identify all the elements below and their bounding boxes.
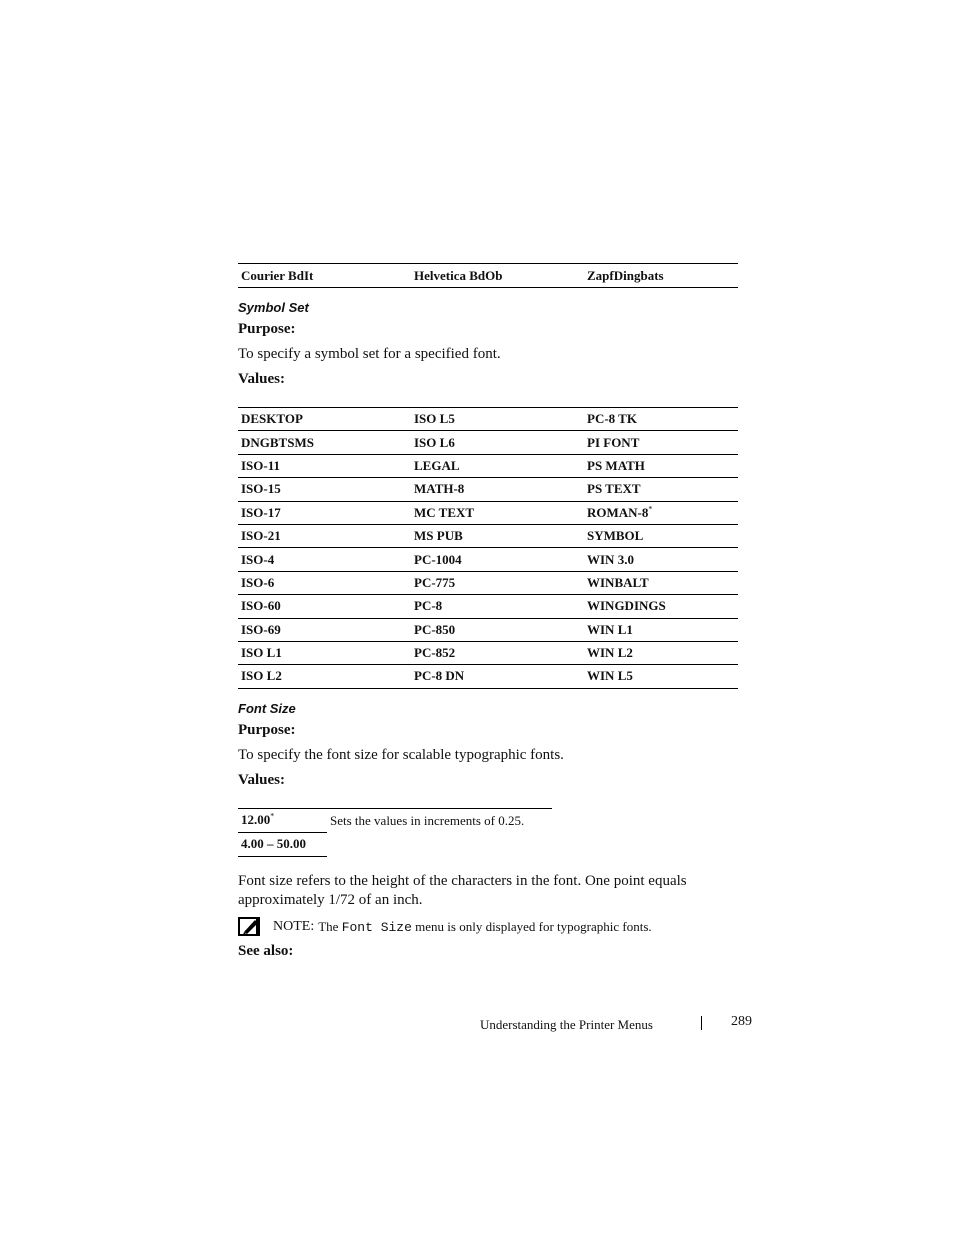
table-cell [411, 548, 584, 571]
cell-text: WIN L2 [587, 645, 633, 661]
cell-text: LEGAL [414, 457, 460, 473]
table-cell [584, 571, 738, 594]
cell-text: WIN L5 [587, 668, 633, 684]
table-row [238, 524, 738, 547]
table-cell [238, 431, 411, 454]
purpose-label: Purpose: [238, 721, 296, 738]
cell-text: ISO L1 [241, 645, 282, 661]
value-description: Sets the values in increments of 0.25. [327, 808, 552, 856]
table-cell [238, 548, 411, 571]
table-cell [238, 571, 411, 594]
cell-text: PC-8 [414, 598, 443, 614]
font-size-values-table [238, 808, 552, 857]
table-cell [584, 408, 738, 431]
note-pencil-icon [238, 917, 260, 936]
table-row [238, 408, 738, 431]
default-value-cell [238, 808, 327, 832]
note-block [238, 915, 738, 939]
cell-text: ISO-21 [241, 528, 281, 544]
table-cell [584, 618, 738, 641]
table-row [238, 454, 738, 477]
cell-text: PC-8 DN [414, 668, 465, 684]
table-cell: Courier BdIt [238, 264, 411, 288]
cell-text: MS PUB [414, 528, 463, 544]
section-heading-symbol-set: Symbol Set [238, 300, 309, 315]
values-label: Values: [238, 771, 285, 788]
default-marker: * [270, 811, 275, 821]
page-number: 289 [731, 1014, 752, 1029]
cell-text: WIN L1 [587, 621, 633, 637]
symbol-set-values-table [238, 407, 738, 689]
font-values-table-continued [238, 263, 738, 288]
table-cell [238, 641, 411, 664]
note-label: NOTE: [273, 918, 315, 934]
note-text-before: The [318, 918, 339, 934]
cell-text: ISO-60 [241, 598, 281, 614]
values-label: Values: [238, 371, 285, 387]
table-cell [411, 665, 584, 688]
table-cell: ZapfDingbats [584, 264, 738, 288]
table-cell [238, 665, 411, 688]
table-row [238, 501, 738, 524]
table-cell [411, 618, 584, 641]
table-row [238, 571, 738, 594]
table-row [238, 548, 738, 571]
cell-text: ISO-15 [241, 481, 281, 497]
table-row [238, 665, 738, 688]
cell-text: ISO-17 [241, 504, 281, 520]
table-cell [238, 408, 411, 431]
table-cell [411, 524, 584, 547]
table-cell [411, 501, 584, 524]
table-cell [584, 478, 738, 501]
table-cell [238, 454, 411, 477]
cell-text: ISO L6 [414, 434, 455, 450]
table-cell [238, 501, 411, 524]
cell-text: PC-8 TK [587, 411, 637, 427]
cell-text: ISO-69 [241, 621, 281, 637]
cell-text: WIN 3.0 [587, 551, 634, 567]
table-cell [411, 478, 584, 501]
cell-text: PS TEXT [587, 481, 641, 497]
table-cell [584, 524, 738, 547]
table-row [238, 618, 738, 641]
table-cell [411, 595, 584, 618]
purpose-label: Purpose: [238, 321, 296, 337]
cell-text: PS MATH [587, 457, 645, 473]
cell-text: ISO-11 [241, 457, 281, 473]
cell-text: ISO L2 [241, 668, 282, 684]
cell-text: ISO L5 [414, 411, 455, 427]
table-row [238, 641, 738, 664]
cell-text: WINBALT [587, 574, 649, 590]
footer-chapter-title: Understanding the Printer Menus [480, 1017, 653, 1032]
table-cell [584, 431, 738, 454]
table-cell [584, 501, 738, 524]
cell-text: DESKTOP [241, 411, 303, 427]
table-cell [411, 408, 584, 431]
table-cell [238, 524, 411, 547]
cell-text: DNGBTSMS [241, 434, 314, 450]
cell-text: PC-852 [414, 645, 456, 661]
footer-separator [701, 1016, 702, 1030]
cell-text: PC-850 [414, 621, 456, 637]
cell-text: PI FONT [587, 434, 640, 450]
table-row [238, 478, 738, 501]
table-cell [411, 431, 584, 454]
table-cell [584, 641, 738, 664]
table-cell [238, 618, 411, 641]
table-cell [584, 595, 738, 618]
table-row [238, 808, 552, 832]
purpose-text: To specify a symbol set for a specified font. [238, 346, 501, 362]
cell-text: PC-775 [414, 574, 456, 590]
cell-text: PC-1004 [414, 551, 462, 567]
note-text [318, 919, 651, 935]
see-also-label: See also: [238, 942, 294, 959]
page-content [238, 263, 738, 964]
table-cell [238, 595, 411, 618]
cell-text: MATH-8 [414, 481, 465, 497]
table-cell [584, 665, 738, 688]
cell-text: SYMBOL [587, 528, 644, 544]
default-value: 12.00 [241, 812, 271, 828]
table-cell [411, 454, 584, 477]
page-footer [480, 1014, 752, 1034]
cell-text: MC TEXT [414, 504, 475, 520]
body-paragraph: Font size refers to the height of the characters in the font. One point equals approximately 1/72 of an inch. [238, 872, 687, 908]
table-row [238, 595, 738, 618]
cell-text: ISO-4 [241, 551, 275, 567]
range-value: 4.00 – 50.00 [238, 832, 327, 856]
note-text-after: menu is only displayed for typographic fonts. [415, 918, 652, 934]
table-cell [584, 548, 738, 571]
table-cell [584, 454, 738, 477]
table-row [238, 431, 738, 454]
table-cell: Helvetica BdOb [411, 264, 584, 288]
menu-name-code: Font Size [341, 919, 412, 935]
section-heading-font-size: Font Size [238, 700, 296, 716]
table-cell [411, 641, 584, 664]
table-row [238, 264, 738, 288]
cell-text: WINGDINGS [587, 598, 666, 614]
default-marker: * [648, 504, 653, 514]
cell-text: ISO-6 [241, 574, 275, 590]
table-cell [411, 571, 584, 594]
cell-text: ROMAN-8 [587, 504, 649, 520]
table-cell [238, 478, 411, 501]
purpose-text: To specify the font size for scalable typographic fonts. [238, 746, 564, 763]
